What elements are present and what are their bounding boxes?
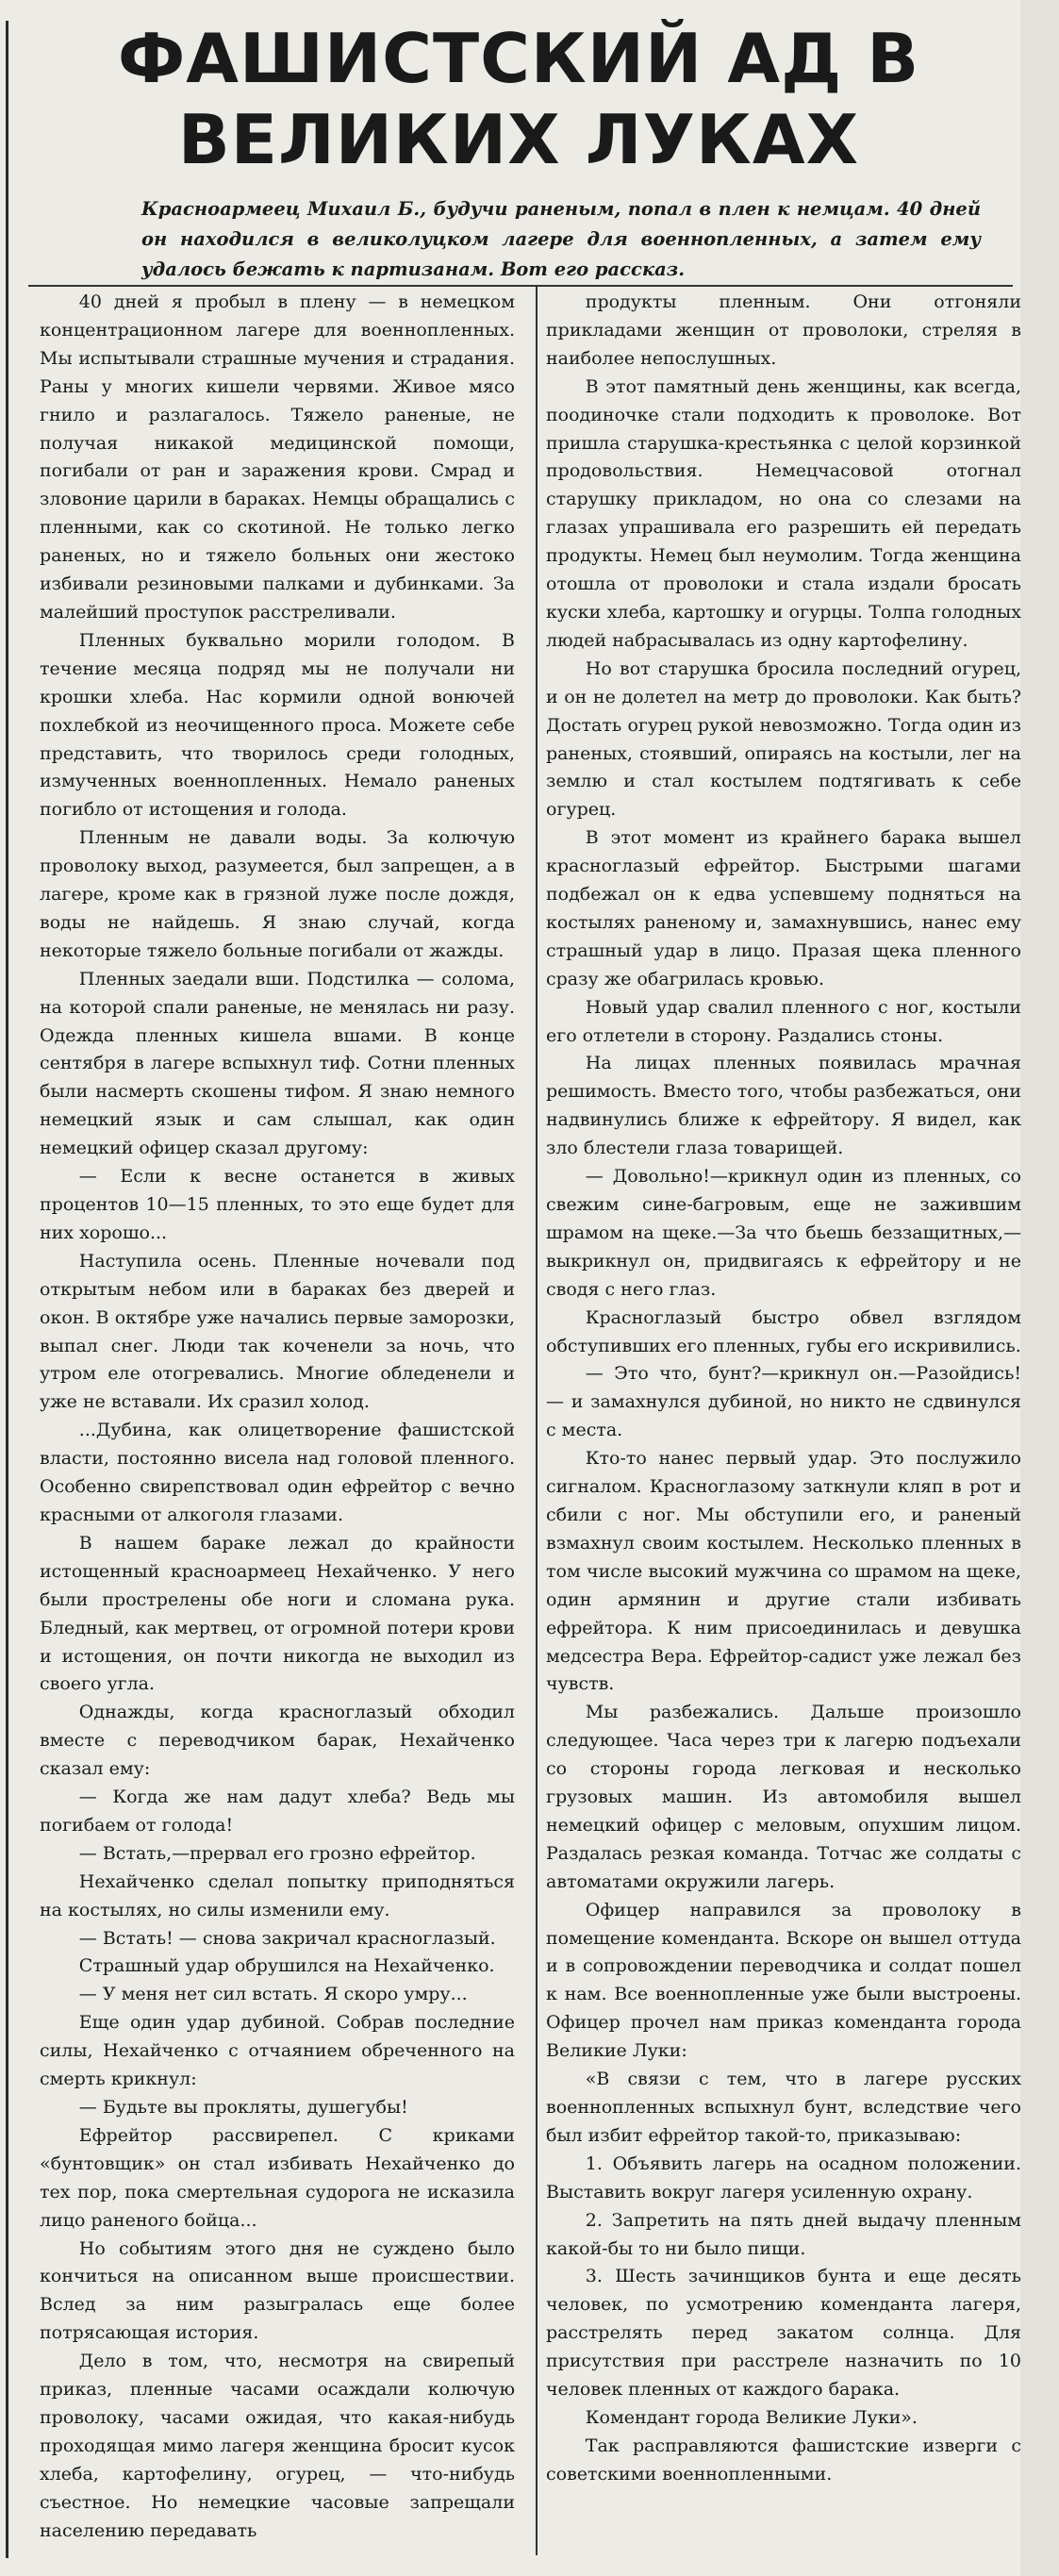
- paragraph: 2. Запретить на пять дней выдачу пленным какой-бы то ни было пищи.: [546, 2209, 1021, 2259]
- paragraph: 1. Объявить лагерь на осадном положении. Выставить вокруг лагеря усиленную охрану.: [546, 2152, 1021, 2202]
- paragraph: — Встать,—прервал его грозно ефрейтор.: [78, 1842, 476, 1864]
- paragraph: — Когда же нам дадут хлеба? Ведь мы погибаем от голода!: [40, 1787, 515, 1836]
- paragraph: — У меня нет сил встать. Я скоро умру...: [78, 1984, 468, 2005]
- paragraph: В этот памятный день женщины, как всегда, поодиночке стали подходить к проволоке. Вот пришла старушка-крестьянка с целой корзинкой продовольствия. Немецчасовой отогнал старушку прикладом, но она со слезами на глазах упрашивала его разрешить ей передать продукты. Немец был неумолим. Тогда женщина отошла от проволоки и стала издали бросать куски хлеба, картошку и огурцы. Толпа голодных людей набрасывалась из одну картофелину.: [546, 375, 1021, 651]
- paragraph: В этот момент из крайнего барака вышел красноглазый ефрейтор. Быстрыми шагами подбежал он к едва успевшему подняться на костылях раненому и, замахнувшись, нанес ему страшный удар в лицо. Празая щека пленного сразу же обагрилась кровью.: [546, 827, 1021, 989]
- paragraph: Пленным не давали воды. За колючую проволоку выход, разумеется, был запрещен, а в лагере, кроме как в грязной луже после дождя, воды не найдешь. Я знаю случай, когда некоторые тяжело больные погибали от жажды.: [40, 827, 515, 961]
- paragraph: В нашем бараке лежал до крайности истощенный красноармеец Нехайченко. У него были прострелены обе ноги и сломана рука. Бледный, как мертвец, от огромной потери крови и истощения, он почти никогда не выходил из своего угла.: [40, 1532, 515, 1695]
- paragraph: — Если к весне останется в живых процентов 10—15 пленных, то это еще будет для них хорошо...: [40, 1166, 515, 1243]
- paragraph: 3. Шесть зачинщиков бунта и еще десять человек, по усмотрению коменданта лагеря, расстрелять перед закатом солнца. Для присутствия при расстреле назначить по 10 человек пленных от каждого барака.: [546, 2266, 1021, 2401]
- paragraph: Однажды, когда красноглазый обходил вместе с переводчиком барак, Нехайченко сказал ему:: [40, 1702, 515, 1780]
- column-divider: [536, 287, 538, 2555]
- paragraph: Так расправляются фашистские изверги с советскими военнопленными.: [546, 2435, 1021, 2485]
- paragraph: — Будьте вы прокляты, душегубы!: [78, 2097, 408, 2118]
- paragraph: Еще один удар дубиной. Собрав последние силы, Нехайченко с отчаянием обреченного на смерть крикнул:: [40, 2012, 515, 2090]
- paragraph: Новый удар свалил пленного с ног, костыли его отлетели в сторону. Раздались стоны.: [546, 996, 1021, 1046]
- page-edge-rule: [6, 21, 8, 2558]
- paragraph: Пленных заедали вши. Подстилка — солома, на которой спали раненые, не менялась ни разу. Одежда пленных кишела вшами. В конце сентября в лагере вспыхнул тиф. Сотни пленных были насмерть скошены тифом. Я знаю немного немецкий язык и сам слышал, как один немецкий офицер сказал другому:: [40, 968, 515, 1159]
- right-column: [546, 289, 1021, 2552]
- paragraph: Красноглазый быстро обвел взглядом обступивших его пленных, губы его искривились.: [546, 1306, 1021, 1356]
- paragraph: ...Дубина, как олицетворение фашистской власти, постоянно висела над головой пленного. Особенно свирепствовал один ефрейтор с вечно красными от алкоголя глазами.: [40, 1420, 515, 1525]
- header-divider: [28, 285, 1013, 287]
- paragraph: На лицах пленных появилась мрачная решимость. Вместо того, чтобы разбежаться, они надвинулись ближе к ефрейтору. Я видел, как зло блестели глаза товарищей.: [546, 1053, 1021, 1159]
- headline-line-2: ВЕЛИКИХ ЛУКАХ: [177, 100, 860, 179]
- article-lead: Красноармеец Михаил Б., будучи раненым, попал в плен к немцам. 40 дней он находился в великолуцком лагере для военнопленных, а затем ему удалось бежать к партизанам. Вот его рассказ.: [141, 198, 981, 280]
- adjacent-page-strip: [1020, 0, 1059, 2576]
- paragraph: Ефрейтор рассвирепел. С криками «бунтовщик» он стал избивать Нехайченко до тех пор, пока смертельная судорога не исказила лицо раненого бойца...: [40, 2124, 515, 2231]
- paragraph: — Довольно!—крикнул один из пленных, со свежим сине-багровым, еще не зажившим шрамом на щеке.—За что бьешь беззащитных,—выкрикнул он, придвигаясь к ефрейтору и не сводя с него глаз.: [546, 1166, 1021, 1300]
- paragraph: Нехайченко сделал попытку приподняться на костылях, но силы изменили ему.: [40, 1870, 515, 1920]
- paragraph: Страшный удар обрушился на Нехайченко.: [78, 1955, 495, 1977]
- paragraph: 40 дней я пробыл в плену — в немецком концентрационном лагере для военнопленных. Мы испытывали страшные мучения и страдания. Раны у многих кишели червями. Живое мясо гнило и разлагалось. Тяжело раненые, не получая никакой медицинской помощи, погибали от ран и заражения крови. Смрад и зловоние царили в бараках. Немцы обращались с пленными, как со скотиной. Не только легко раненых, но и тяжело больных они жестоко избивали резиновыми палками и дубинками. За малейший проступок расстреливали.: [40, 291, 515, 623]
- paragraph: Пленных буквально морили голодом. В течение месяца подряд мы не получали ни крошки хлеба. Нас кормили одной вонючей похлебкой из неочищенного проса. Можете себе представить, что творилось среди голодных, измученных военнопленных. Немало раненых погибло от истощения и голода.: [40, 629, 515, 821]
- paragraph: — Это что, бунт?—крикнул он.—Разойдись! — и замахнулся дубиной, но никто не сдвинулся с места.: [546, 1363, 1021, 1441]
- paragraph: — Встать! — снова закричал красноглазый.: [78, 1927, 496, 1949]
- paragraph: Но событиям этого дня не суждено было кончиться на описанном выше происшествии. Вслед за ним разыгралась еще более потрясающая история.: [40, 2237, 515, 2344]
- paragraph: Офицер направился за проволоку в помещение коменданта. Вскоре он вышел оттуда и в сопровождении переводчика и солдат пошел к нам. Все военнопленные уже были выстроены. Офицер прочел нам приказ коменданта города Великие Луки:: [546, 1899, 1021, 2062]
- paragraph: продукты пленным. Они отгоняли прикладами женщин от проволоки, стреляя в наиболее непослушных.: [546, 291, 1021, 369]
- paragraph: Комендант города Великие Луки».: [585, 2406, 918, 2428]
- left-column: [40, 289, 515, 2552]
- paragraph: Дело в том, что, несмотря на свирепый приказ, пленные часами осаждали колючую проволоку, часами ожидая, что какая-нибудь проходящая мимо лагеря женщина бросит кусок хлеба, картофелину, огурец, — что-нибудь съестное. Но немецкие часовые запрещали населению передавать: [40, 2351, 515, 2541]
- paragraph: Кто-то нанес первый удар. Это послужило сигналом. Красноглазому заткнули кляп в рот и сбили с ног. Мы обступили его, и раненый взмахнул своим костылем. Несколько пленных в том числе высокий мужчина со шрамом на щеке, один армянин и другие стали избивать ефрейтора. К ним присоединилась и девушка медсестра Вера. Ефрейтор-садист уже лежал без чувств.: [546, 1448, 1021, 1695]
- headline-line-1: ФАШИСТСКИЙ АД В: [117, 19, 920, 98]
- paragraph: Мы разбежались. Дальше произошло следующее. Часа через три к лагерю подъехали со стороны города легковая и несколько грузовых машин. Из автомобиля вышел немецкий офицер с меловым, опухшим лицом. Раздалась резкая команда. Тотчас же солдаты с автоматами окружили лагерь.: [546, 1702, 1021, 1892]
- paragraph: Наступила осень. Пленные ночевали под открытым небом или в бараках без дверей и окон. В октябре уже начались первые заморозки, выпал снег. Люди так коченели за ночь, что утром еле отогревались. Многие обледенели и уже не вставали. Их сразил холод.: [40, 1250, 515, 1413]
- paragraph: «В связи с тем, что в лагере русских военнопленных вспыхнул бунт, вследствие чего был избит ефрейтор такой-то, приказываю:: [546, 2069, 1021, 2146]
- paragraph: Но вот старушка бросила последний огурец, и он не долетел на метр до проволоки. Как быть? Достать огурец рукой невозможно. Тогда один из раненых, стоявший, опираясь на костыли, лег на землю и стал костылем подтягивать к себе огурец.: [546, 657, 1021, 821]
